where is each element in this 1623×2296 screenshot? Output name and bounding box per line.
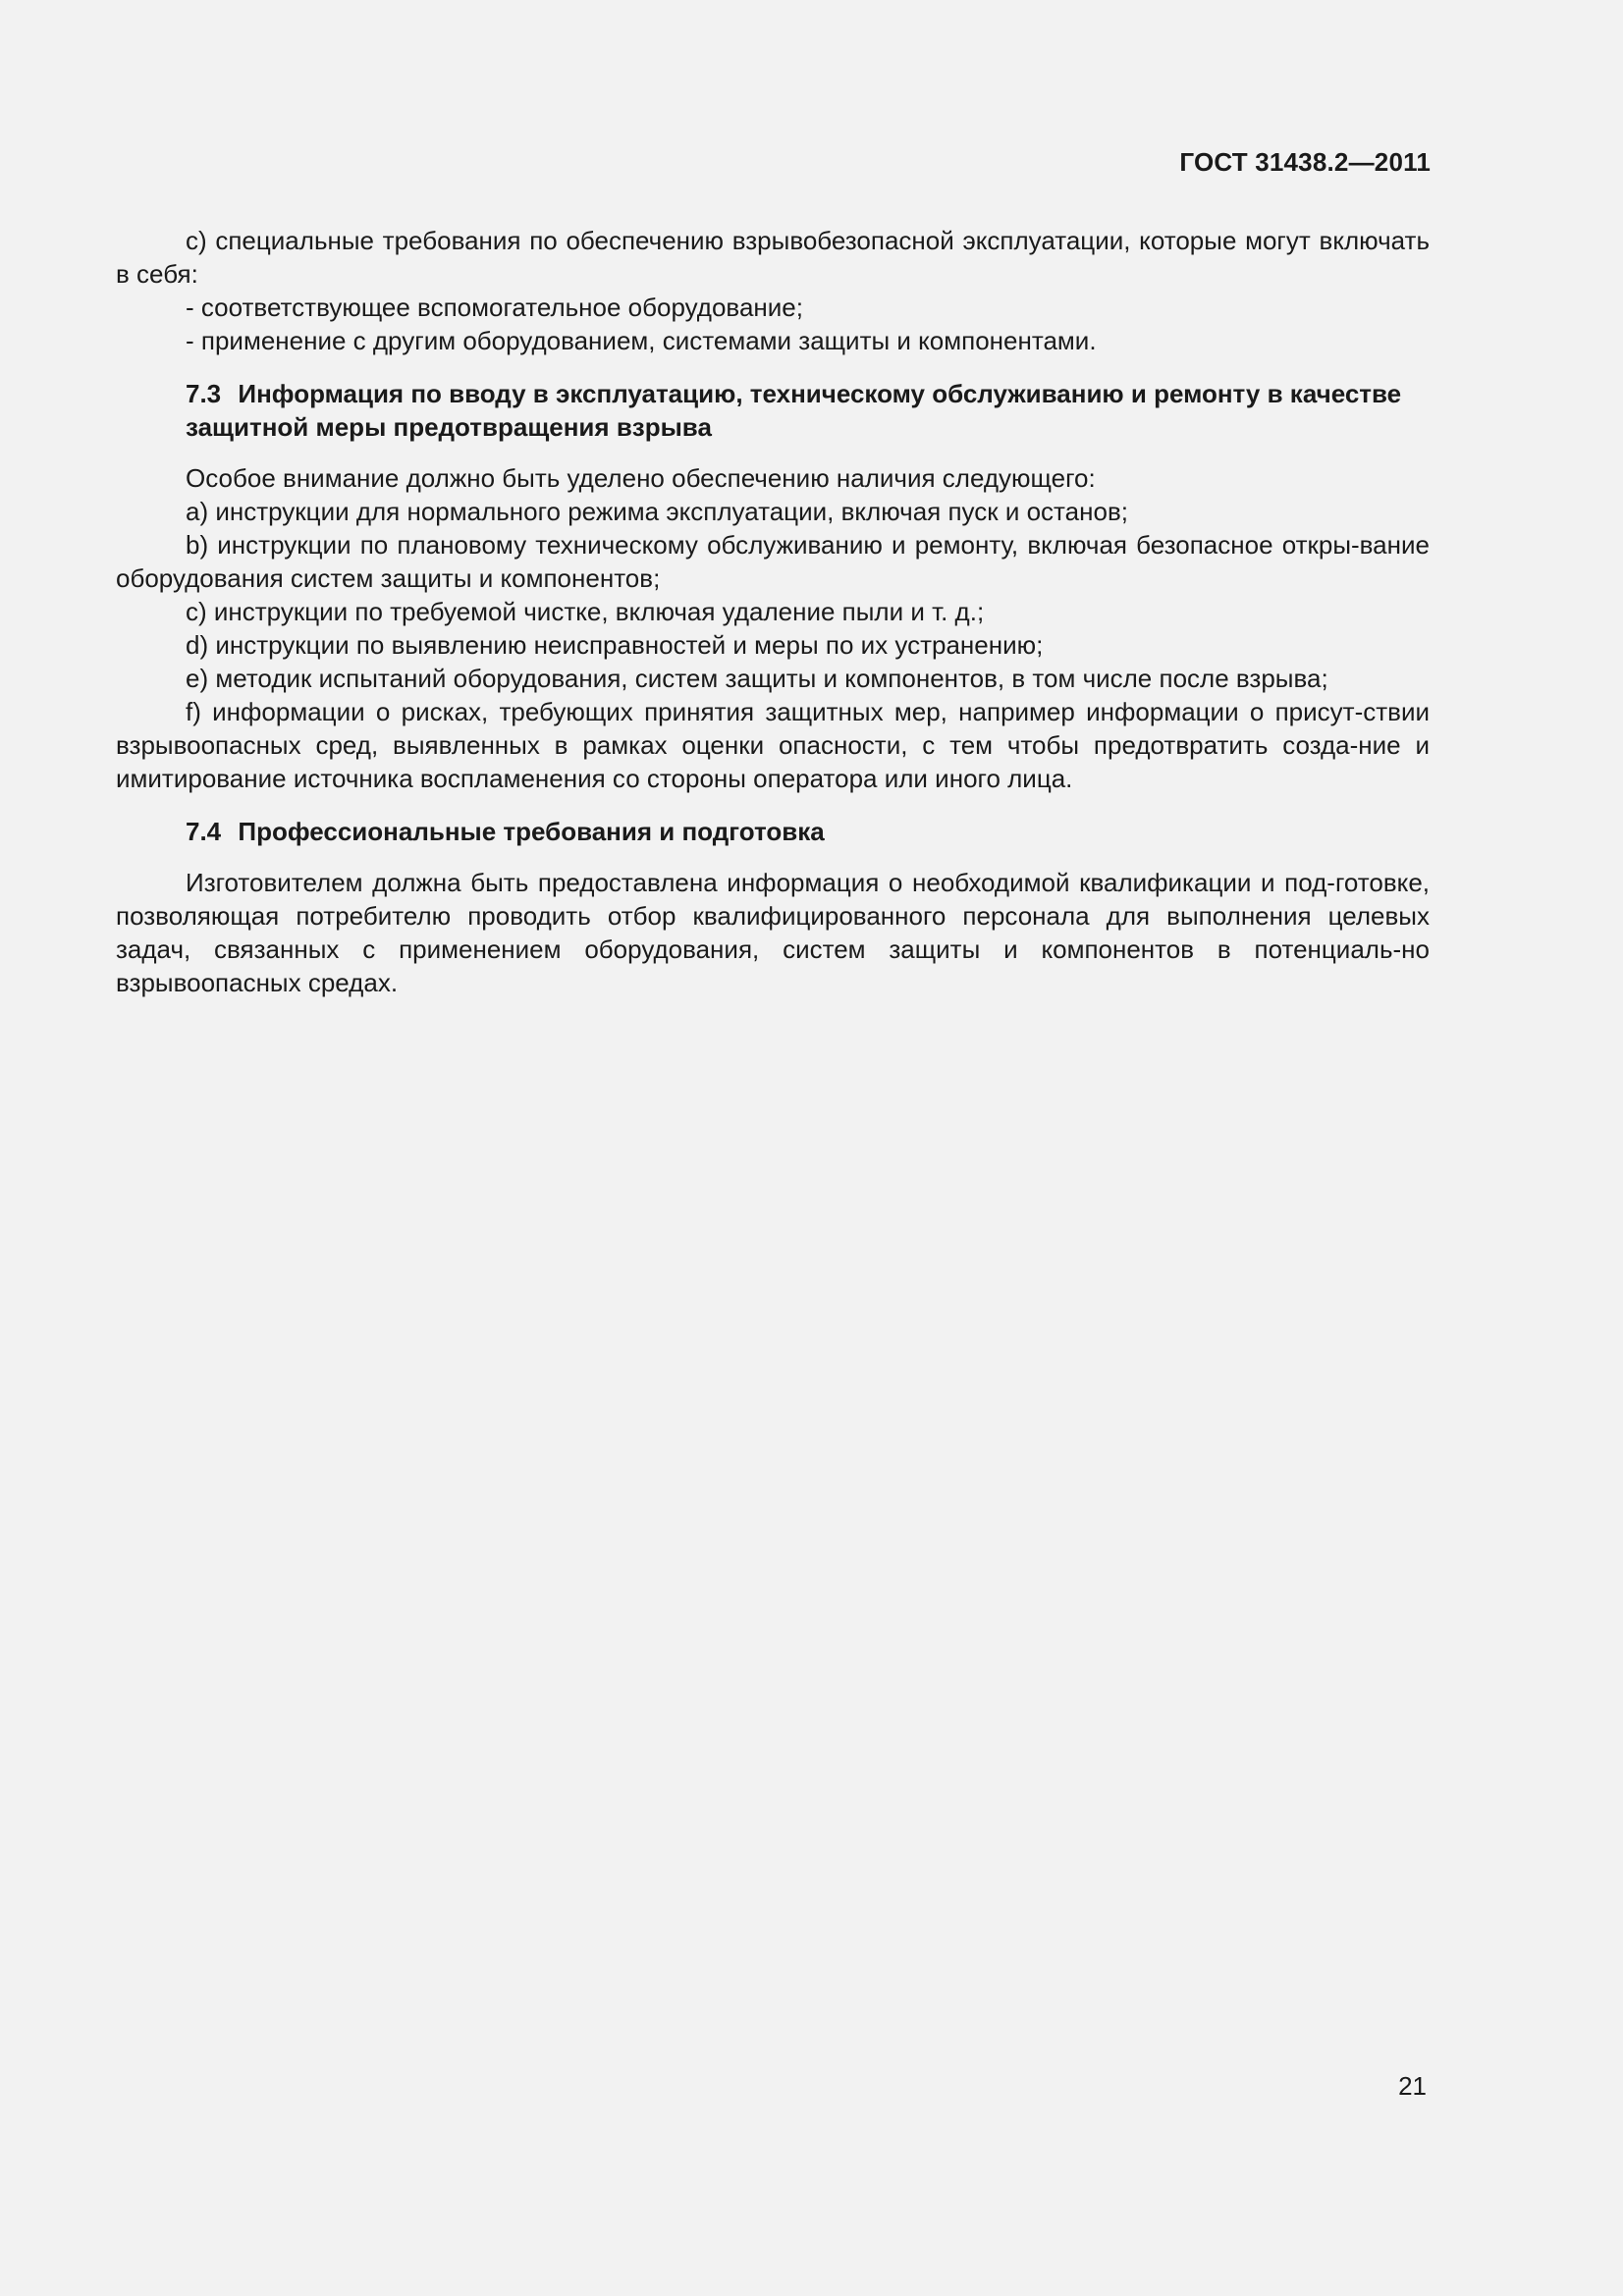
paragraph-c: c) специальные требования по обеспечению взрывобезопасной эксплуатации, которые могут включать в себя: [116,226,1430,289]
section-heading-7-3 [116,377,1430,444]
section-intro: Особое внимание должно быть уделено обеспечению наличия следующего: [186,463,1096,493]
list-item-application: - применение с другим оборудованием, системами защиты и компонентами. [186,326,1097,355]
section-number: 7.4 [186,817,222,846]
section-heading-7-4 [116,815,1430,848]
list-item: b) инструкции по плановому техническому обслуживанию и ремонту, включая безопасное откры-вание оборудования систем защиты и компонентов; [116,530,1430,593]
section-number: 7.3 [186,379,222,408]
list-item: f) информации о рисках, требующих принятия защитных мер, например информации о присут-ствии взрывоопасных сред, выявленных в рамках оценки опасности, с тем чтобы предотвратить созда-ние и имитирование источника воспламенения со стороны оператора или иного лица. [116,697,1430,793]
section-title: Профессиональные требования и подготовка [238,817,825,846]
list-item: a) инструкции для нормального режима эксплуатации, включая пуск и останов; [186,497,1128,526]
section-title: Информация по вводу в эксплуатацию, техническому обслуживанию и ремонту в качестве защитной меры предотвращения взрыва [186,379,1402,442]
list-item: c) инструкции по требуемой чистке, включая удаление пыли и т. д.; [186,597,985,626]
list-item: d) инструкции по выявлению неисправностей и меры по их устранению; [186,630,1044,660]
document-code: ГОСТ 31438.2—2011 [1179,147,1431,177]
list-item-equipment: - соответствующее вспомогательное оборудование; [186,293,803,322]
list-item: e) методик испытаний оборудования, систем защиты и компонентов, в том числе после взрыва; [186,664,1328,693]
section-paragraph: Изготовителем должна быть предоставлена информация о необходимой квалификации и под-готовке, позволяющая потребителю проводить отбор квалифицированного персонала для выполнения целевых задач, связанных с применением оборудования, систем защиты и компонентов в потенциаль-но взрывоопасных средах. [116,868,1430,997]
page-content [116,224,1430,999]
page-number: 21 [1398,2071,1427,2101]
